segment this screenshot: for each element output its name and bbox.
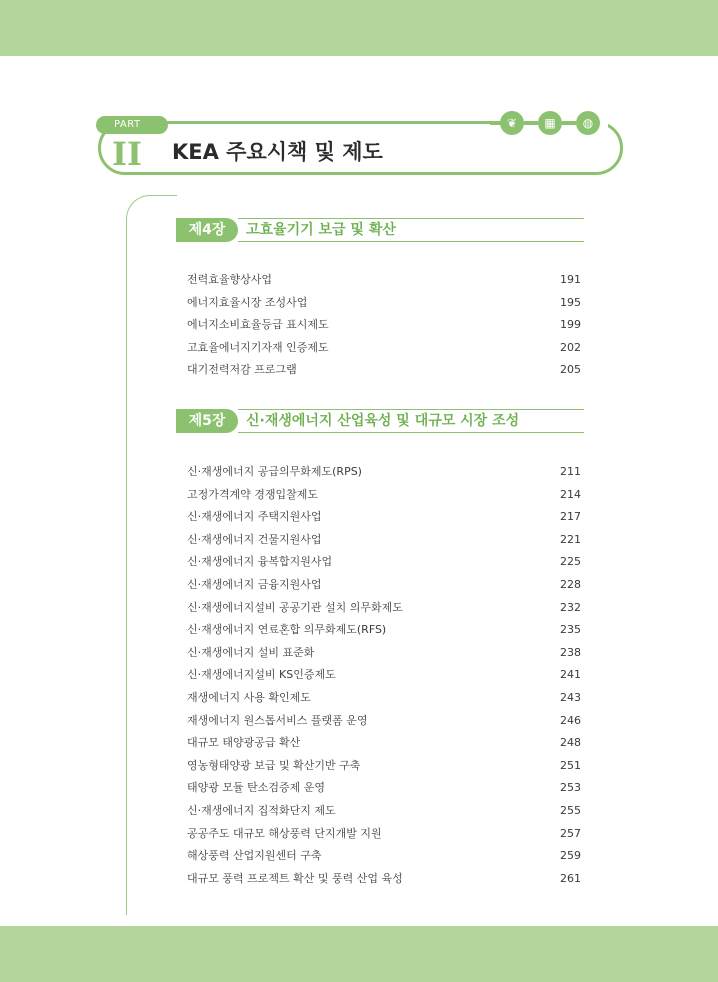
toc-entry-title: 전력효율향상사업 [187, 273, 273, 286]
toc-entry[interactable] [176, 868, 584, 891]
part-tab: PART [96, 116, 168, 134]
sprout-icon: ❦ [500, 111, 524, 135]
top-band [0, 0, 718, 56]
toc-page-number: 191 [560, 273, 581, 286]
toc-entry-title: 신·재생에너지 융복합지원사업 [187, 555, 333, 569]
toc-entry-title: 대기전력저감 프로그램 [187, 363, 297, 377]
toc-entry-title: 신·재생에너지설비 공공기관 설치 의무화제도 [187, 600, 403, 614]
toc-page-number: 246 [560, 713, 581, 727]
toc-entry[interactable] [176, 664, 584, 687]
toc-entry[interactable] [176, 484, 584, 507]
toc-entry[interactable] [176, 619, 584, 642]
toc-entry-title: 에너지효율시장 조성사업 [187, 295, 308, 309]
toc-page-number: 238 [560, 645, 581, 659]
toc-entry-title: 대규모 풍력 프로젝트 확산 및 풍력 산업 육성 [187, 871, 403, 885]
toc-entry[interactable] [176, 574, 584, 597]
toc-page-number: 253 [560, 781, 581, 795]
side-rule-curve [126, 195, 177, 226]
toc-entry-title: 태양광 모듈 탄소검증제 운영 [187, 781, 326, 795]
toc-page-number: 214 [560, 487, 581, 501]
toc-entry-title: 신·재생에너지 공급의무화제도(RPS) [187, 465, 362, 478]
toc-entry-title: 신·재생에너지 주택지원사업 [187, 510, 322, 524]
toc-page-number: 211 [560, 465, 581, 478]
toc-list [176, 269, 584, 382]
toc-entry-title: 신·재생에너지 집적화단지 제도 [187, 803, 336, 817]
toc-page-number: 221 [560, 532, 581, 546]
toc-list [176, 461, 584, 890]
toc-entry-title: 에너지소비효율등급 표시제도 [187, 318, 329, 332]
toc-entry[interactable] [176, 687, 584, 710]
toc-entry-title: 재생에너지 사용 확인제도 [187, 690, 311, 704]
toc-entry-title: 해상풍력 산업지원센터 구축 [187, 849, 322, 863]
toc-page-number: 257 [560, 826, 581, 840]
chapter-4 [176, 218, 584, 382]
toc-entry[interactable] [176, 597, 584, 620]
toc-entry[interactable] [176, 642, 584, 665]
toc-page-number: 248 [560, 736, 581, 750]
toc-entry-title: 신·재생에너지 금융지원사업 [187, 577, 322, 591]
part-title: KEA 주요시책 및 제도 [172, 140, 383, 164]
factory-icon: ▦ [538, 111, 562, 135]
toc-page-number: 195 [560, 295, 581, 309]
toc-page-number: 228 [560, 577, 581, 591]
toc-entry[interactable] [176, 800, 584, 823]
toc-page-number: 261 [560, 871, 581, 885]
toc-entry[interactable] [176, 292, 584, 315]
toc-page-number: 199 [560, 318, 581, 332]
toc-entry[interactable] [176, 777, 584, 800]
chapter-label: 제5장 [176, 409, 238, 433]
bottom-band [0, 926, 718, 982]
toc-page-number: 251 [560, 758, 581, 772]
toc-page-number: 235 [560, 623, 581, 637]
toc-page-number: 205 [560, 363, 581, 377]
side-rule [126, 225, 127, 915]
toc-page-number: 232 [560, 600, 581, 614]
chapter-5 [176, 409, 584, 890]
toc-page-number: 225 [560, 555, 581, 569]
toc-page-number: 217 [560, 510, 581, 524]
toc-entry-title: 대규모 태양광공급 확산 [187, 736, 301, 750]
globe-plant-icon: ◍ [576, 111, 600, 135]
toc-entry[interactable] [176, 337, 584, 360]
toc-entry[interactable] [176, 551, 584, 574]
toc-entry[interactable] [176, 845, 584, 868]
toc-entry[interactable] [176, 710, 584, 733]
part-number: II [112, 135, 142, 173]
chapter-title: 신·재생에너지 산업육성 및 대규모 시장 조성 [246, 413, 520, 429]
chapter-title: 고효율기기 보급 및 확산 [246, 222, 396, 238]
chapter-heading [176, 409, 584, 433]
chapter-label: 제4장 [176, 218, 238, 242]
toc-entry[interactable] [176, 359, 584, 382]
toc-entry-title: 재생에너지 원스톱서비스 플랫폼 운영 [187, 713, 368, 727]
toc-entry[interactable] [176, 755, 584, 778]
toc-entry-title: 신·재생에너지 건물지원사업 [187, 532, 322, 546]
toc-page-number: 255 [560, 803, 581, 817]
toc-page-number: 241 [560, 668, 581, 682]
toc-entry-title: 고정가격계약 경쟁입찰제도 [187, 487, 319, 501]
toc-entry-title: 영농형태양광 보급 및 확산기반 구축 [187, 758, 361, 772]
toc-entry-title: 공공주도 대규모 해상풍력 단지개발 지원 [187, 826, 382, 840]
toc-entry[interactable] [176, 269, 584, 292]
toc-entry-title: 신·재생에너지설비 KS인증제도 [187, 668, 336, 682]
toc-entry-title: 고효율에너지기자재 인증제도 [187, 340, 329, 354]
toc-entry-title: 신·재생에너지 설비 표준화 [187, 645, 315, 659]
toc-page-number: 202 [560, 340, 581, 354]
toc-entry[interactable] [176, 529, 584, 552]
toc-entry[interactable] [176, 732, 584, 755]
toc-entry[interactable] [176, 506, 584, 529]
toc-entry[interactable] [176, 823, 584, 846]
chapter-heading [176, 218, 584, 242]
toc-entry[interactable] [176, 314, 584, 337]
toc-page-number: 259 [560, 849, 581, 863]
toc-entry-title: 신·재생에너지 연료혼합 의무화제도(RFS) [187, 623, 387, 637]
toc-entry[interactable] [176, 461, 584, 484]
toc-page-number: 243 [560, 690, 581, 704]
